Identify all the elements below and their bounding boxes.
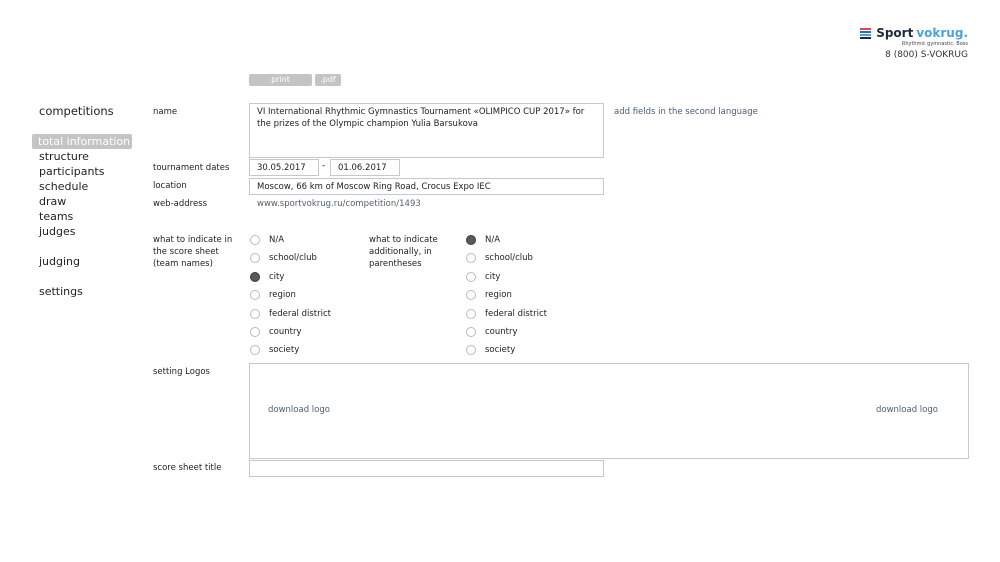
date-end-field[interactable]: 01.06.2017 xyxy=(330,159,400,176)
name-label: name xyxy=(153,107,178,117)
radio-button[interactable] xyxy=(250,235,260,245)
date-separator: - xyxy=(322,161,326,171)
sidebar-item-draw[interactable]: draw xyxy=(39,195,67,208)
radio-button[interactable] xyxy=(250,309,260,319)
radio-button[interactable] xyxy=(466,272,476,282)
radio-button[interactable] xyxy=(250,290,260,300)
indicate2-option[interactable] xyxy=(466,234,500,246)
add-second-language-link[interactable]: add fields in the second language xyxy=(614,107,758,117)
radio-label: country xyxy=(269,327,302,337)
radio-button[interactable] xyxy=(466,253,476,263)
download-logo-right-link[interactable]: download logo xyxy=(876,405,938,415)
radio-button[interactable] xyxy=(466,309,476,319)
sidebar-item-structure[interactable]: structure xyxy=(39,150,89,163)
sidebar-item-competitions[interactable]: competitions xyxy=(39,104,114,118)
web-address-link[interactable]: www.sportvokrug.ru/competition/1493 xyxy=(257,199,421,209)
sidebar-item-total-information[interactable]: total information xyxy=(32,134,132,149)
brand-tagline: Rhythmic gymnastic. Boss xyxy=(901,41,968,47)
sidebar-item-schedule[interactable]: schedule xyxy=(39,180,89,193)
radio-button[interactable] xyxy=(250,327,260,337)
radio-label: federal district xyxy=(269,308,331,319)
name-textarea[interactable]: VI International Rhythmic Gymnastics Tournament «OLIMPICO CUP 2017» for the prizes of the Olympic champion Yulia Barsukova xyxy=(249,103,604,158)
radio-label: region xyxy=(269,290,296,301)
radio-label: N/A xyxy=(485,235,501,245)
indicate2-option[interactable] xyxy=(466,289,512,301)
location-field[interactable]: Moscow, 66 km of Moscow Ring Road, Crocus Expo IEC xyxy=(249,178,604,195)
pdf-button[interactable]: .pdf xyxy=(315,74,341,86)
radio-button[interactable] xyxy=(250,345,260,355)
indicate2-option[interactable] xyxy=(466,271,500,283)
print-button[interactable]: print xyxy=(249,74,312,86)
indicate-option[interactable] xyxy=(250,234,284,246)
sidebar-item-judging[interactable]: judging xyxy=(39,255,81,268)
date-start-field[interactable]: 30.05.2017 xyxy=(249,159,319,176)
indicate-option[interactable] xyxy=(250,344,299,356)
score-sheet-title-field[interactable] xyxy=(249,460,604,477)
radio-label: society xyxy=(485,345,516,356)
radio-label: city xyxy=(269,271,285,282)
indicate-option[interactable] xyxy=(250,326,302,338)
indicate2-option[interactable] xyxy=(466,308,547,320)
download-logo-left-link[interactable]: download logo xyxy=(268,405,330,415)
brand-word-vokrug: vokrug. xyxy=(916,26,968,40)
indicate-option[interactable] xyxy=(250,271,284,283)
indicate2-option[interactable] xyxy=(466,326,518,338)
indicate-option[interactable] xyxy=(250,308,331,320)
indicate2-option[interactable] xyxy=(466,344,515,356)
indicate-score-sheet-label: what to indicate in the score sheet (team names) xyxy=(153,235,233,269)
radio-button[interactable] xyxy=(466,327,476,337)
indicate2-option[interactable] xyxy=(466,252,533,264)
logo-upload-area xyxy=(249,363,969,459)
radio-label: society xyxy=(269,345,300,356)
radio-label: region xyxy=(485,290,512,301)
sidebar-item-participants[interactable]: participants xyxy=(39,165,105,178)
indicate-option[interactable] xyxy=(250,252,317,264)
web-address-label: web-address xyxy=(153,199,208,209)
score-sheet-title-label: score sheet title xyxy=(153,463,222,473)
radio-label: country xyxy=(485,327,518,337)
sidebar-item-judges[interactable]: judges xyxy=(39,225,76,238)
radio-button[interactable] xyxy=(466,235,476,245)
radio-label: city xyxy=(485,271,501,282)
brand-block xyxy=(860,26,968,60)
radio-button[interactable] xyxy=(466,290,476,300)
radio-button[interactable] xyxy=(250,272,260,282)
flag-stripe-blue xyxy=(860,31,871,33)
radio-button[interactable] xyxy=(466,345,476,355)
sidebar-item-teams[interactable]: teams xyxy=(39,210,74,223)
tournament-dates-label: tournament dates xyxy=(153,163,230,173)
brand-word-sport: Sport xyxy=(876,26,914,40)
location-label: location xyxy=(153,181,187,191)
radio-label: federal district xyxy=(485,308,547,319)
indicate-option[interactable] xyxy=(250,289,296,301)
radio-label: N/A xyxy=(269,235,285,245)
radio-label: school/club xyxy=(485,253,533,264)
brand-phone[interactable]: 8 (800) S-VOKRUG xyxy=(885,50,968,60)
sidebar-item-settings[interactable]: settings xyxy=(39,285,83,298)
radio-label: school/club xyxy=(269,253,317,264)
flag-icon xyxy=(860,28,871,39)
flag-stripe-lightblue xyxy=(860,34,871,36)
indicate-parentheses-label: what to indicate additionally, in parentheses xyxy=(369,235,438,269)
logo[interactable] xyxy=(860,26,968,40)
flag-stripe-dark xyxy=(860,37,871,39)
flag-stripe-red xyxy=(860,28,871,30)
radio-button[interactable] xyxy=(250,253,260,263)
setting-logos-label: setting Logos xyxy=(153,367,210,377)
